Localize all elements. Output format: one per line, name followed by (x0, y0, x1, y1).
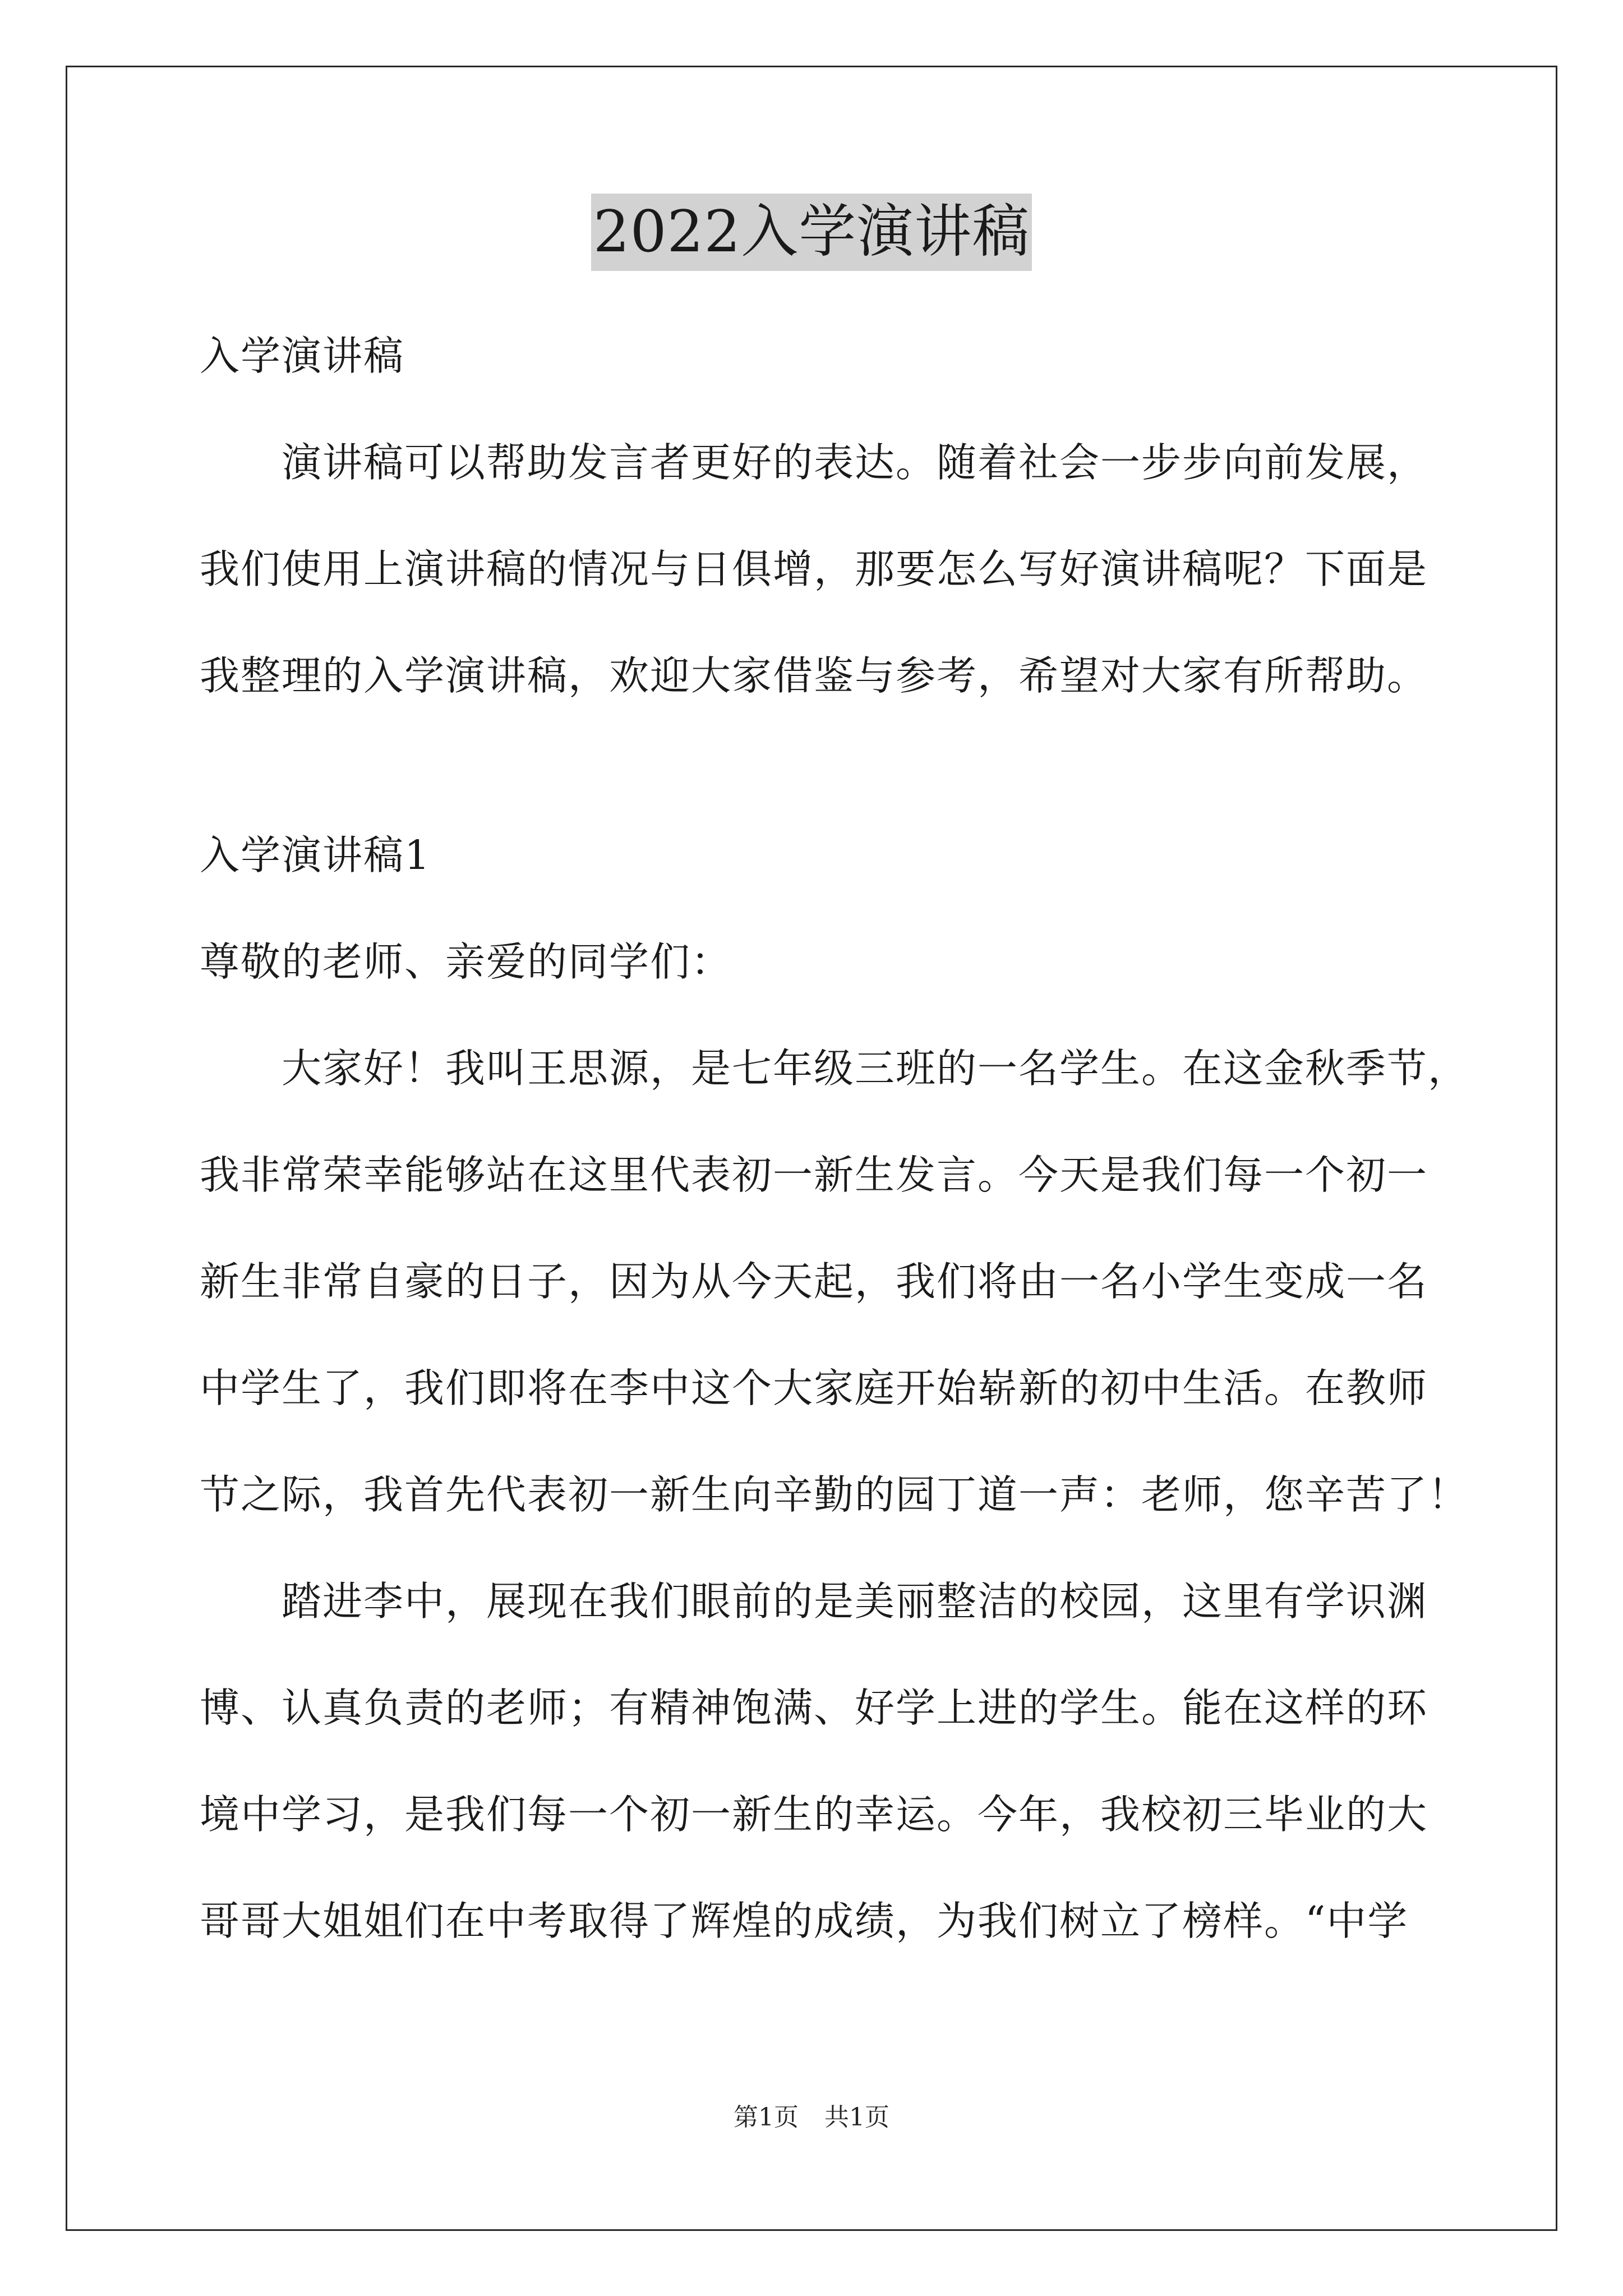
paragraph-2-line: 哥哥大姐姐们在中考取得了辉煌的成绩，为我们树立了榜样。“中学 (200, 1898, 1409, 1944)
paragraph-1-line: 新生非常自豪的日子，因为从今天起，我们将由一名小学生变成一名 (200, 1258, 1428, 1305)
paragraph-2-line: 博、认真负责的老师；有精神饱满、好学上进的学生。能在这样的环 (200, 1685, 1428, 1731)
document-subtitle: 入学演讲稿 (200, 333, 405, 379)
paragraph-1-line: 我非常荣幸能够站在这里代表初一新生发言。今天是我们每一个初一 (200, 1152, 1428, 1198)
paragraph-2-line: 境中学习，是我们每一个初一新生的幸运。今年，我校初三毕业的大 (200, 1791, 1428, 1838)
salutation: 尊敬的老师、亲爱的同学们： (200, 938, 732, 985)
intro-line: 演讲稿可以帮助发言者更好的表达。随着社会一步步向前发展， (282, 439, 1428, 486)
paragraph-2-line: 踏进李中，展现在我们眼前的是美丽整洁的校园，这里有学识渊 (282, 1578, 1428, 1625)
paragraph-1-line: 中学生了，我们即将在李中这个大家庭开始崭新的初中生活。在教师 (200, 1365, 1428, 1411)
paragraph-1-line: 节之际，我首先代表初一新生向辛勤的园丁道一声：老师，您辛苦了！ (200, 1471, 1469, 1518)
section-spacer (200, 729, 1456, 802)
title-container (0, 194, 1623, 271)
section-heading: 入学演讲稿1 (200, 832, 431, 878)
intro-line: 我们使用上演讲稿的情况与日俱增，那要怎么写好演讲稿呢？下面是 (200, 546, 1428, 592)
document-body (200, 303, 1469, 1975)
document-title: 2022入学演讲稿 (591, 194, 1032, 271)
page-footer (0, 2101, 1623, 2134)
page-number: 第1页 (734, 2103, 799, 2132)
intro-line: 我整理的入学演讲稿，欢迎大家借鉴与参考，希望对大家有所帮助。 (200, 652, 1428, 699)
paragraph-1-line: 大家好！我叫王思源，是七年级三班的一名学生。在这金秋季节， (282, 1045, 1469, 1092)
page-total: 共1页 (824, 2103, 889, 2132)
